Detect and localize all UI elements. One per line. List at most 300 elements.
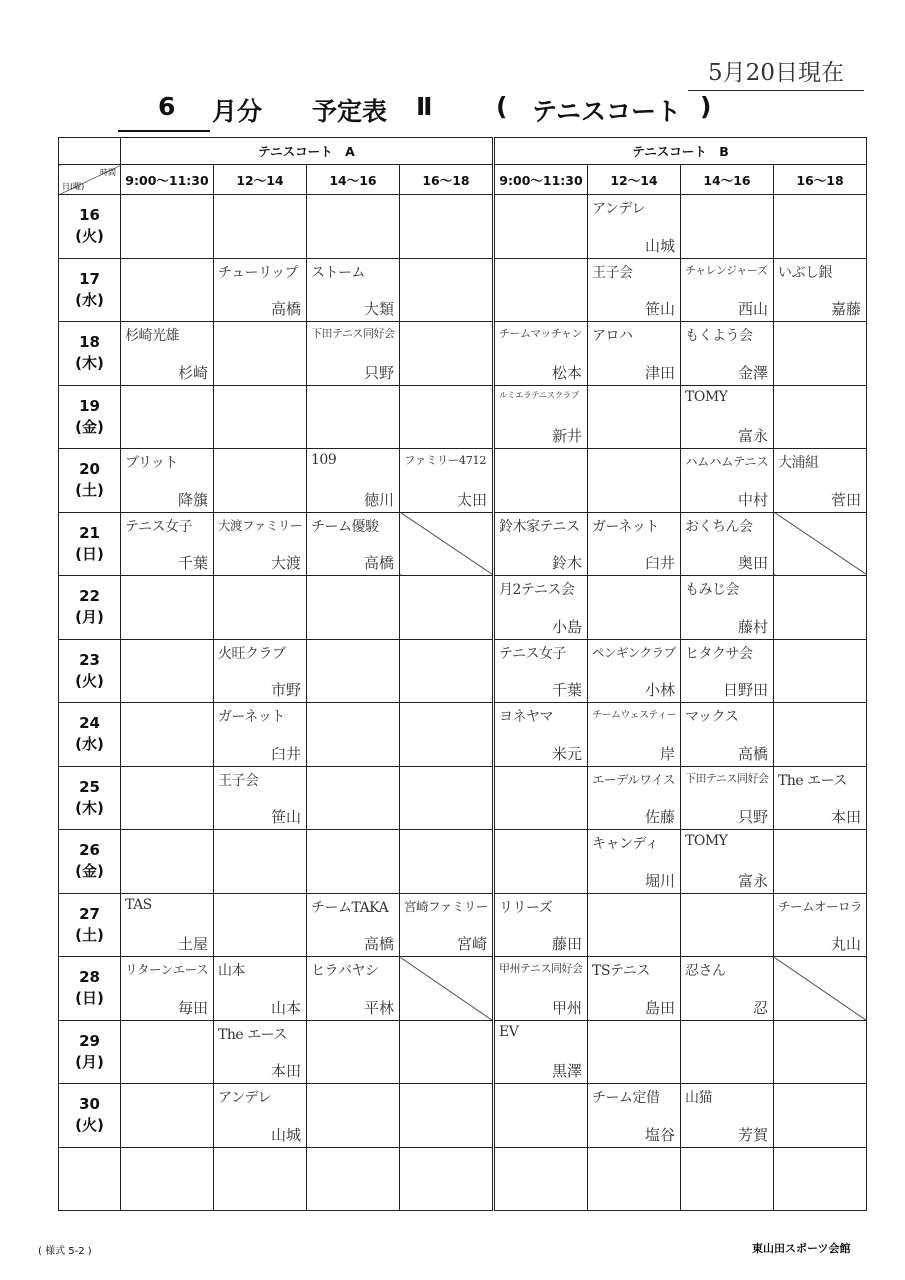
booking-cell <box>681 1020 774 1084</box>
group-name: チーム優駿 <box>311 518 379 535</box>
booking-cell <box>588 322 681 386</box>
representative-name: 臼井 <box>270 744 301 763</box>
representative-name: 菅田 <box>831 490 862 509</box>
group-name: ペンギンクラブ <box>592 644 676 660</box>
form-number: ( 様式 5-2 ) <box>38 1246 92 1257</box>
booking-cell <box>681 195 774 259</box>
group-name: マックス <box>685 709 739 725</box>
table-row <box>59 322 867 386</box>
day-cell <box>59 385 121 449</box>
group-name: チームウェスティー <box>592 710 677 721</box>
representative-name: 津田 <box>644 363 675 382</box>
representative-name: 高橋 <box>270 300 301 318</box>
group-name: ハムハムテニス <box>685 454 769 469</box>
representative-name: 高橋 <box>363 554 394 572</box>
booking-cell <box>774 639 867 703</box>
group-name: 大渡ファミリー <box>218 517 302 533</box>
representative-name: 松本 <box>551 363 582 382</box>
day-cell <box>59 512 121 576</box>
booking-cell <box>494 957 588 1021</box>
representative-name: 降籏 <box>177 490 208 509</box>
booking-cell <box>121 893 214 957</box>
group-name: アンデレ <box>592 201 646 217</box>
time-slot-header: 16～18 <box>774 165 867 195</box>
day-cell <box>59 576 121 640</box>
group-name: 杉崎光雄 <box>125 328 179 344</box>
weekday: (木) <box>75 354 104 373</box>
representative-name: 小林 <box>644 681 675 699</box>
group-name: The エース <box>778 772 847 789</box>
facility-name: 東山田スポーツ会館 <box>752 1242 851 1255</box>
title-open-paren: ( <box>496 92 508 121</box>
booking-cell <box>681 703 774 767</box>
representative-name: 杉崎 <box>177 363 208 382</box>
day-cell <box>59 766 121 830</box>
day-number: 16 <box>79 206 100 225</box>
day-cell <box>59 258 121 322</box>
group-name: 月2テニス会 <box>499 582 575 598</box>
day-cell <box>59 830 121 894</box>
representative-name: 塩谷 <box>644 1125 675 1144</box>
booking-cell <box>494 385 588 449</box>
booking-cell <box>400 893 494 957</box>
day-cell <box>59 449 121 513</box>
booking-cell <box>494 893 588 957</box>
weekday: (月) <box>75 1052 104 1071</box>
day-cell <box>59 893 121 957</box>
group-name: 忍さん <box>685 963 726 979</box>
booking-cell <box>681 576 774 640</box>
group-name: チームオーロラ <box>778 898 863 914</box>
group-name: TOMY <box>685 833 728 849</box>
day-cell <box>59 703 121 767</box>
booking-cell <box>400 385 494 449</box>
day-cell <box>59 1147 121 1211</box>
booking-cell <box>121 576 214 640</box>
table-row <box>59 385 867 449</box>
time-slot-header: 14～16 <box>307 165 400 195</box>
group-name: 王子会 <box>218 772 259 789</box>
group-name: ルミエラテニスクラブ <box>499 390 579 401</box>
weekday: (木) <box>75 798 104 817</box>
representative-name: 只野 <box>737 808 768 826</box>
booking-cell <box>774 1084 867 1148</box>
day-number: 29 <box>79 1031 100 1050</box>
representative-name: 富永 <box>737 427 768 445</box>
group-name: 火旺クラブ <box>218 645 286 662</box>
group-name: リターンエース <box>125 962 209 977</box>
booking-cell <box>121 195 214 259</box>
day-number: 24 <box>79 714 100 733</box>
representative-name: 市野 <box>270 681 301 699</box>
table-row <box>59 703 867 767</box>
booking-cell <box>121 258 214 322</box>
booking-cell <box>494 322 588 386</box>
group-name: 山猫 <box>685 1090 712 1106</box>
representative-name: 金澤 <box>737 363 768 382</box>
booking-cell <box>681 957 774 1021</box>
table-row <box>59 893 867 957</box>
representative-name: 奥田 <box>737 554 768 572</box>
representative-name: 富永 <box>737 871 768 890</box>
representative-name: 大類 <box>363 300 394 318</box>
representative-name: 山城 <box>644 236 675 255</box>
title-numeral: Ⅱ <box>416 92 433 121</box>
table-row <box>59 258 867 322</box>
booking-cell <box>681 893 774 957</box>
weekday: (金) <box>75 862 104 881</box>
representative-name: 大渡 <box>270 554 301 572</box>
group-name: TSテニス <box>592 963 650 979</box>
group-name: もくよう会 <box>685 328 753 344</box>
table-row <box>59 1147 867 1211</box>
booking-cell <box>307 576 400 640</box>
booking-cell <box>400 766 494 830</box>
representative-name: 嘉藤 <box>831 300 862 318</box>
representative-name: 本田 <box>831 808 862 826</box>
booking-cell <box>681 385 774 449</box>
representative-name: 笹山 <box>270 808 301 826</box>
group-name: エーデルワイス <box>592 771 675 787</box>
booking-cell <box>774 385 867 449</box>
booking-cell <box>681 449 774 513</box>
group-name: ファミリー4712 <box>404 453 487 467</box>
weekday: (火) <box>75 227 104 246</box>
booking-cell <box>307 1020 400 1084</box>
booking-cell <box>214 830 307 894</box>
representative-name: 山城 <box>270 1125 301 1144</box>
representative-name: 丸山 <box>831 935 862 953</box>
booking-cell <box>588 449 681 513</box>
day-cell <box>59 957 121 1021</box>
header-blank <box>59 138 121 165</box>
table-row <box>59 639 867 703</box>
time-slot-header: 14～16 <box>681 165 774 195</box>
representative-name: 佐藤 <box>644 808 675 826</box>
booking-cell <box>494 195 588 259</box>
representative-name: 黒澤 <box>551 1062 582 1080</box>
title-schedule: 予定表 <box>312 97 388 126</box>
group-name: ガーネット <box>592 518 659 535</box>
table-row <box>59 957 867 1021</box>
booking-cell <box>307 512 400 576</box>
booking-cell <box>774 766 867 830</box>
group-name: チームTAKA <box>311 899 389 916</box>
group-name: テニス女子 <box>499 645 566 662</box>
booking-cell <box>214 766 307 830</box>
booking-cell <box>214 957 307 1021</box>
booking-cell <box>121 512 214 576</box>
closed-slot-cell <box>400 957 494 1021</box>
table-row <box>59 449 867 513</box>
booking-cell <box>681 258 774 322</box>
booking-cell <box>400 449 494 513</box>
booking-cell <box>774 1020 867 1084</box>
group-name: いぶし銀 <box>778 264 832 281</box>
representative-name: 芳賀 <box>737 1125 768 1144</box>
booking-cell <box>307 893 400 957</box>
group-name: ブリット <box>125 455 178 471</box>
booking-cell <box>307 766 400 830</box>
group-name: ヒラバヤシ <box>311 963 379 979</box>
group-name: 下田テニス同好会 <box>685 771 769 785</box>
booking-cell <box>400 1084 494 1148</box>
booking-cell <box>121 957 214 1021</box>
booking-cell <box>588 385 681 449</box>
booking-cell <box>214 576 307 640</box>
table-row <box>59 576 867 640</box>
booking-cell <box>214 322 307 386</box>
booking-cell <box>214 1020 307 1084</box>
group-name: リリーズ <box>499 899 553 916</box>
group-name: 甲州テニス同好会 <box>499 962 583 975</box>
booking-cell <box>121 703 214 767</box>
booking-cell <box>588 258 681 322</box>
day-number: 27 <box>79 904 100 923</box>
title-month: 6 <box>158 92 176 121</box>
group-name: ヒタクサ会 <box>685 645 753 662</box>
weekday: (日) <box>75 544 104 563</box>
group-name: 109 <box>311 452 337 468</box>
booking-cell <box>774 1147 867 1211</box>
booking-cell <box>588 957 681 1021</box>
booking-cell <box>494 1147 588 1211</box>
group-name: アンデレ <box>218 1090 272 1106</box>
weekday: (土) <box>75 925 104 944</box>
booking-cell <box>307 639 400 703</box>
booking-cell <box>214 385 307 449</box>
table-row <box>59 830 867 894</box>
table-row <box>59 195 867 259</box>
representative-name: 岸 <box>659 744 675 763</box>
representative-name: 島田 <box>644 998 675 1017</box>
booking-cell <box>121 1084 214 1148</box>
title-month-suffix: 月分 <box>212 97 263 126</box>
group-name: 王子会 <box>592 264 633 281</box>
booking-cell <box>400 1020 494 1084</box>
as-of-date-stamp: 5月20日現在 <box>688 58 864 91</box>
table-row <box>59 512 867 576</box>
booking-cell <box>307 703 400 767</box>
corner-time-label: 時間 <box>100 168 116 177</box>
booking-cell <box>400 703 494 767</box>
representative-name: 甲州 <box>551 998 582 1017</box>
representative-name: 徳川 <box>363 490 394 509</box>
booking-cell <box>214 1084 307 1148</box>
booking-cell <box>400 576 494 640</box>
weekday: (水) <box>75 290 104 309</box>
day-number: 20 <box>79 460 100 479</box>
booking-cell <box>494 830 588 894</box>
group-name: おくちん会 <box>685 518 753 535</box>
booking-cell <box>588 893 681 957</box>
weekday: (土) <box>75 481 104 500</box>
representative-name: 笹山 <box>644 300 675 318</box>
day-number: 18 <box>79 333 100 352</box>
corner-header <box>59 165 121 195</box>
representative-name: 只野 <box>363 363 394 382</box>
representative-name: 日野田 <box>722 681 768 699</box>
booking-cell <box>494 1084 588 1148</box>
corner-day-label: 日(曜) <box>62 182 85 191</box>
representative-name: 忍 <box>752 998 768 1017</box>
representative-name: 藤村 <box>737 617 768 636</box>
booking-cell <box>307 1084 400 1148</box>
booking-cell <box>588 830 681 894</box>
representative-name: 毎田 <box>177 998 208 1017</box>
booking-cell <box>774 576 867 640</box>
weekday: (火) <box>75 1116 104 1135</box>
group-name: 鈴木家テニス <box>499 518 580 535</box>
closed-slot-cell <box>400 512 494 576</box>
booking-cell <box>400 1147 494 1211</box>
booking-cell <box>121 322 214 386</box>
booking-cell <box>307 385 400 449</box>
group-name: アロハ <box>592 328 633 344</box>
booking-cell <box>774 449 867 513</box>
booking-cell <box>214 893 307 957</box>
booking-cell <box>774 322 867 386</box>
weekday: (火) <box>75 671 104 690</box>
representative-name: 小島 <box>551 617 582 636</box>
court-a-header: テニスコート A <box>121 138 494 165</box>
day-cell <box>59 195 121 259</box>
table-row <box>59 766 867 830</box>
group-name: チーム定借 <box>592 1090 660 1106</box>
day-number: 19 <box>79 396 100 415</box>
booking-cell <box>588 639 681 703</box>
representative-name: 堀川 <box>644 871 675 890</box>
booking-cell <box>121 385 214 449</box>
booking-cell <box>214 1147 307 1211</box>
booking-cell <box>681 639 774 703</box>
booking-cell <box>214 512 307 576</box>
table-row <box>59 1084 867 1148</box>
day-cell <box>59 1020 121 1084</box>
booking-cell <box>588 766 681 830</box>
booking-cell <box>121 1020 214 1084</box>
booking-cell <box>214 195 307 259</box>
booking-cell <box>400 195 494 259</box>
booking-cell <box>121 830 214 894</box>
booking-cell <box>588 1084 681 1148</box>
booking-cell <box>307 322 400 386</box>
booking-cell <box>400 830 494 894</box>
representative-name: 山本 <box>270 998 301 1017</box>
booking-cell <box>494 449 588 513</box>
group-name: ヨネヤマ <box>499 709 553 725</box>
booking-cell <box>774 195 867 259</box>
day-number: 26 <box>79 841 100 860</box>
time-slot-header: 12～14 <box>588 165 681 195</box>
court-b-header: テニスコート B <box>494 138 867 165</box>
booking-cell <box>774 258 867 322</box>
time-slot-header: 16～18 <box>400 165 494 195</box>
booking-cell <box>588 1020 681 1084</box>
booking-cell <box>121 1147 214 1211</box>
booking-cell <box>774 830 867 894</box>
title-close-paren: ) <box>700 92 712 121</box>
booking-cell <box>494 766 588 830</box>
booking-cell <box>121 449 214 513</box>
booking-cell <box>494 512 588 576</box>
booking-cell <box>681 1147 774 1211</box>
representative-name: 中村 <box>737 490 768 509</box>
group-name: The エース <box>218 1026 287 1043</box>
day-cell <box>59 322 121 386</box>
representative-name: 平林 <box>363 998 394 1017</box>
group-name: 下田テニス同好会 <box>311 327 395 340</box>
group-name: テニス女子 <box>125 518 192 535</box>
booking-cell <box>494 703 588 767</box>
booking-cell <box>400 639 494 703</box>
booking-cell <box>681 766 774 830</box>
weekday: (金) <box>75 417 104 436</box>
group-name: ガーネット <box>218 709 285 725</box>
group-name: チューリップ <box>218 264 299 281</box>
representative-name: 宮崎 <box>456 935 487 953</box>
booking-cell <box>307 1147 400 1211</box>
booking-cell <box>494 258 588 322</box>
day-number: 17 <box>79 269 100 288</box>
representative-name: 千葉 <box>177 554 208 572</box>
representative-name: 藤田 <box>551 935 582 953</box>
booking-cell <box>588 1147 681 1211</box>
representative-name: 土屋 <box>177 935 208 953</box>
representative-name: 本田 <box>270 1062 301 1080</box>
booking-cell <box>494 576 588 640</box>
weekday: (日) <box>75 989 104 1008</box>
closed-slot-cell <box>774 512 867 576</box>
booking-cell <box>307 957 400 1021</box>
time-slot-header: 12～14 <box>214 165 307 195</box>
day-number: 25 <box>79 777 100 796</box>
representative-name: 高橋 <box>737 744 768 763</box>
booking-cell <box>494 639 588 703</box>
booking-cell <box>774 893 867 957</box>
booking-cell <box>681 830 774 894</box>
day-number: 28 <box>79 968 100 987</box>
representative-name: 鈴木 <box>551 554 582 572</box>
day-number: 22 <box>79 587 100 606</box>
group-name: EV <box>499 1023 519 1040</box>
booking-cell <box>588 703 681 767</box>
group-name: TAS <box>125 896 152 913</box>
time-slot-header: 9:00～11:30 <box>494 165 588 195</box>
group-name: ストーム <box>311 264 365 281</box>
schedule-table <box>58 137 867 1211</box>
booking-cell <box>214 449 307 513</box>
group-name: チャレンジャーズ <box>685 263 768 277</box>
weekday: (月) <box>75 608 104 627</box>
table-row <box>59 1020 867 1084</box>
group-name: キャンディ <box>592 836 659 852</box>
representative-name: 臼井 <box>644 554 675 572</box>
booking-cell <box>307 258 400 322</box>
booking-cell <box>588 512 681 576</box>
booking-cell <box>681 1084 774 1148</box>
group-name: TOMY <box>685 388 728 405</box>
group-name: 山本 <box>218 963 245 979</box>
group-name: 宮崎ファミリー <box>404 898 488 914</box>
time-slot-header: 9:00～11:30 <box>121 165 214 195</box>
booking-cell <box>307 830 400 894</box>
booking-cell <box>494 1020 588 1084</box>
representative-name: 高橋 <box>363 935 394 953</box>
representative-name: 新井 <box>551 427 582 445</box>
representative-name: 西山 <box>737 300 768 318</box>
day-number: 23 <box>79 650 100 669</box>
